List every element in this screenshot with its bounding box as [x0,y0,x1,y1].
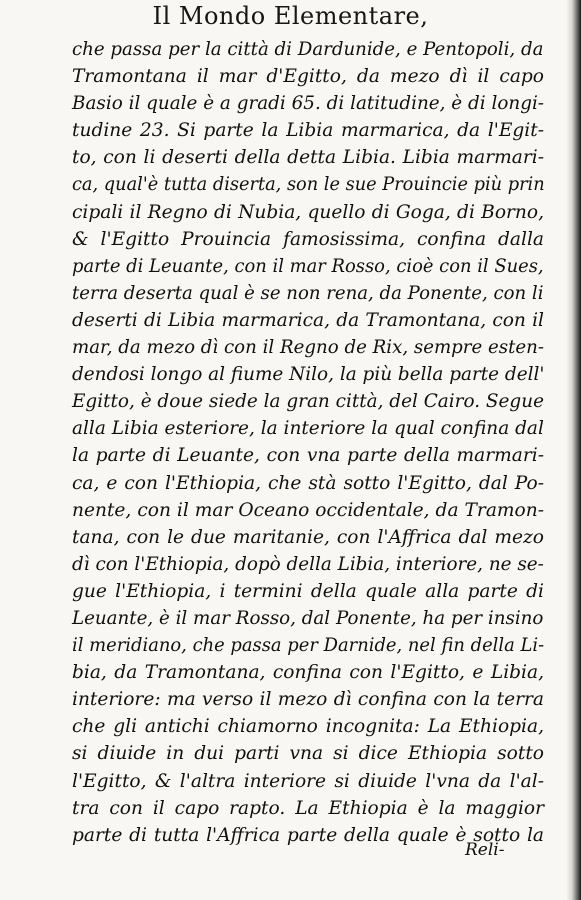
text-line: gue l'Ethiopia, i termini della quale alla parte di [72,580,544,602]
text-line: parte di Leuante, con il mar Rosso, cioè con il Sues, [72,255,544,277]
text-line: dendosi longo al fiume Nilo, la più bella parte dell' [72,364,545,386]
text-line: tra con il capo rapto. La Ethiopia è la maggior [72,797,544,819]
running-title: Il Mondo Elementare, [152,2,429,30]
text-line: tudine 23. Si parte la Libia marmarica, da l'Egit- [72,120,544,142]
text-line: il meridiano, che passa per Darnide, nel fin della Li- [72,635,545,657]
text-line: tana, con le due maritanie, con l'Affrica dal mezo [72,526,544,548]
text-line: to, con li deserti della detta Libia. Libia marmari- [72,147,544,169]
text-line: cipali il Regno di Nubia, quello di Goga, di Borno, [72,201,544,223]
text-line: nente, con il mar Oceano occidentale, da Tramon- [72,499,544,521]
text-line: parte di tutta l'Affrica parte della quale è sotto la [72,824,544,846]
text-line: che gli antichi chiamorno incognita: La Ethiopia, [72,716,544,738]
text-line: la parte di Leuante, con vna parte della marmari- [72,445,544,467]
body-text [72,36,544,849]
catchword: Reli- [465,840,505,860]
text-line: dì con l'Ethiopia, dopò della Libia, interiore, ne se- [72,553,544,575]
text-line: terra deserta qual è se non rena, da Ponente, con li [72,282,544,304]
text-line: Basio il quale è a gradi 65. di latitudine, è di longi- [72,93,545,115]
text-line: Egitto, è doue siede la gran città, del Cairo. Segue [72,391,544,413]
text-line: bia, da Tramontana, confina con l'Egitto, e Libia, [72,662,544,684]
text-line: deserti di Libia marmarica, da Tramontana, con il [72,309,544,331]
text-line: Leuante, è il mar Rosso, dal Ponente, ha per insino [72,607,544,629]
text-line: che passa per la città di Dardunide, e Pentopoli, da [72,39,544,60]
text-line: ca, qual'è tutta diserta, son le sue Prouincie più prin [72,174,545,196]
scan-page-edge [567,0,581,900]
text-line: interiore: ma verso il mezo dì confina con la terra [72,689,544,711]
text-line: l'Egitto, & l'altra interiore si diuide l'vna da l'al- [72,770,544,792]
text-line: & l'Egitto Prouincia famosissima, confina dalla [72,228,544,250]
text-line: Tramontana il mar d'Egitto, da mezo dì il capo [72,66,544,88]
text-line: ca, e con l'Ethiopia, che stà sotto l'Egitto, dal Po- [72,472,544,494]
text-line: mar, da mezo dì con il Regno de Rix, sempre esten- [72,337,544,359]
text-line: si diuide in dui parti vna si dice Ethiopia sotto [72,743,544,765]
text-line: alla Libia esteriore, la interiore la qual confina dal [72,418,544,440]
